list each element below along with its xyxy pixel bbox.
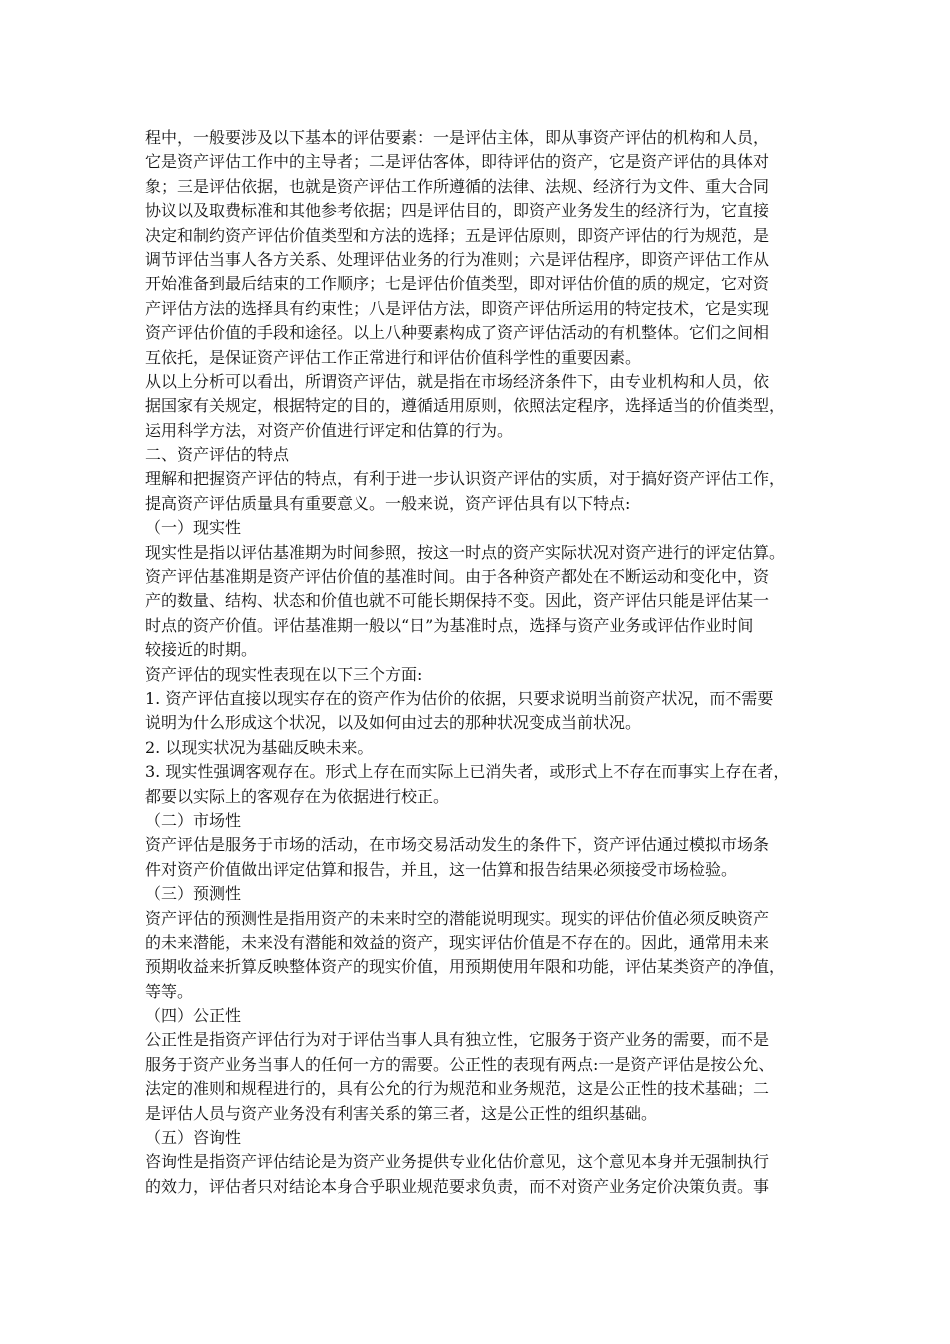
text-line: 产的数量、结构、状态和价值也就不可能长期保持不变。因此，资产评估只能是评估某一 [145,591,770,611]
text-line: 提高资产评估质量具有重要意义。一般来说，资产评估具有以下特点: [145,493,631,513]
text-line: 资产评估是服务于市场的活动，在市场交易活动发生的条件下，资产评估通过模拟市场条 [145,835,770,855]
text-line: 说明为什么形成这个状况，以及如何由过去的那种状况变成当前状况。 [145,713,642,733]
text-line: 2. 以现实状况为基础反映未来。 [145,737,374,757]
text-line: 资产评估基准期是资产评估价值的基准时间。由于各种资产都处在不断运动和变化中，资 [145,567,770,587]
text-line: 资产评估的预测性是指用资产的未来时空的潜能说明现实。现实的评估价值必须反映资产 [145,908,770,928]
text-line: 的未来潜能，未来没有潜能和效益的资产，现实评估价值是不存在的。因此，通常用未来 [145,932,770,952]
text-line: 程中，一般要涉及以下基本的评估要素：一是评估主体，即从事资产评估的机构和人员， [145,128,770,147]
text-line: 二、资产评估的特点 [145,445,290,465]
body-text [145,126,830,1199]
text-line: 法定的准则和规程进行的，具有公允的行为规范和业务规范，这是公正性的技术基础；二 [145,1079,770,1099]
text-line: （四）公正性 [145,1006,242,1026]
text-line: 资产评估价值的手段和途径。以上八种要素构成了资产评估活动的有机整体。它们之间相 [145,323,770,343]
text-line: 件对资产价值做出评定估算和报告，并且，这一估算和报告结果必须接受市场检验。 [145,859,738,879]
text-line: 的效力，评估者只对结论本身合乎职业规范要求负责，而不对资产业务定价决策负责。事 [145,1176,770,1196]
text-line: 较接近的时期。 [145,640,258,660]
text-line: 运用科学方法，对资产价值进行评定和估算的行为。 [145,420,514,440]
text-line: 3. 现实性强调客观存在。形式上存在而实际上已消失者，或形式上不存在而事实上存在者， [145,762,790,782]
text-line: （三）预测性 [145,884,242,904]
text-line: 公正性是指资产评估行为对于评估当事人具有独立性，它服务于资产业务的需要，而不是 [145,1030,770,1050]
text-line: 资产评估的现实性表现在以下三个方面: [145,664,423,684]
text-line: 象；三是评估依据，也就是资产评估工作所遵循的法律、法规、经济行为文件、重大合同 [145,176,770,196]
text-line: 互依托，是保证资产评估工作正常进行和评估价值科学性的重要因素。 [145,347,642,367]
text-line: 理解和把握资产评估的特点，有利于进一步认识资产评估的实质，对于搞好资产评估工作， [145,469,786,489]
text-line: 产评估方法的选择具有约束性；八是评估方法，即资产评估所运用的特定技术，它是实现 [145,298,770,318]
text-line: 决定和制约资产评估价值类型和方法的选择；五是评估原则，即资产评估的行为规范，是 [145,225,770,245]
text-line: （一）现实性 [145,518,242,538]
text-line: 现实性是指以评估基准期为时间参照，按这一时点的资产实际状况对资产进行的评定估算。 [145,542,786,562]
text-line: 它是资产评估工作中的主导者；二是评估客体，即待评估的资产，它是资产评估的具体对 [145,152,770,172]
text-line: 预期收益来折算反映整体资产的现实价值，用预期使用年限和功能，评估某类资产的净值， [145,957,786,977]
text-line: 从以上分析可以看出，所谓资产评估，就是指在市场经济条件下，由专业机构和人员，依 [145,371,770,391]
text-line: 咨询性是指资产评估结论是为资产业务提供专业化估价意见，这个意见本身并无强制执行 [145,1152,770,1172]
text-line: 协议以及取费标准和其他参考依据；四是评估目的，即资产业务发生的经济行为，它直接 [145,201,770,221]
text-line: 据国家有关规定，根据特定的目的，遵循适用原则，依照法定程序，选择适当的价值类型， [145,396,786,416]
text-line: （五）咨询性 [145,1128,242,1148]
text-line: 开始准备到最后结束的工作顺序；七是评估价值类型，即对评估价值的质的规定，它对资 [145,274,770,294]
text-line: 时点的资产价值。评估基准期一般以“日”为基准时点，选择与资产业务或评估作业时间 [145,615,754,635]
text-line: 是评估人员与资产业务没有利害关系的第三者，这是公正性的组织基础。 [145,1103,658,1123]
text-line: 1. 资产评估直接以现实存在的资产作为估价的依据，只要求说明当前资产状况，而不需要 [145,688,774,708]
text-line: （二）市场性 [145,810,242,830]
text-line: 等等。 [145,981,194,1001]
text-line: 都要以实际上的客观存在为依据进行校正。 [145,786,450,806]
text-line: 服务于资产业务当事人的任何一方的需要。公正性的表现有两点:一是资产评估是按公允、 [145,1054,775,1074]
text-line: 调节评估当事人各方关系、处理评估业务的行为准则；六是评估程序，即资产评估工作从 [145,249,770,269]
